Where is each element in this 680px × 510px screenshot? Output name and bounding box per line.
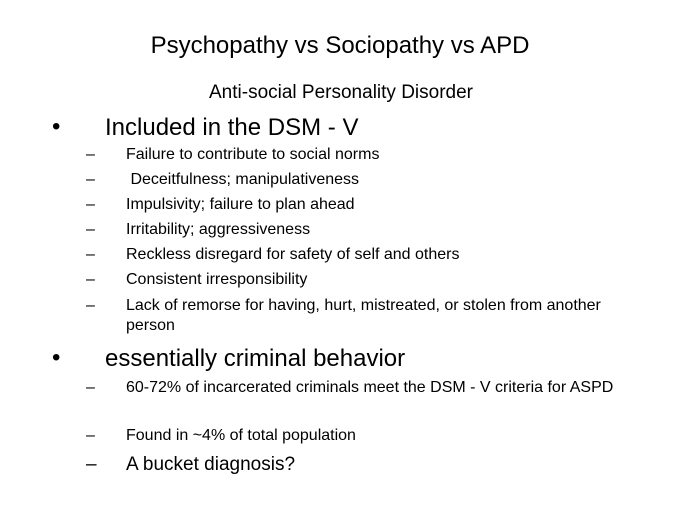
list-item-text: Consistent irresponsibility [126,271,308,288]
list-item-text: Deceitfulness; manipulativeness [126,171,360,188]
bullet-text: essentially criminal behavior [105,345,406,372]
dash-marker: – [86,171,95,188]
dash-marker: – [86,379,95,396]
bullet-marker: • [52,113,61,140]
slide-subtitle: Anti-social Personality Disorder [209,82,473,103]
dash-marker: – [86,246,95,263]
slide-title: Psychopathy vs Sociopathy vs APD [150,32,530,59]
list-item-text: Failure to contribute to social norms [126,146,380,163]
list-item-text: Lack of remorse for having, hurt, mistreated, or stolen from another person [126,297,601,334]
list-item-text: A bucket diagnosis? [126,454,296,475]
dash-marker: – [86,297,95,314]
bullet-text: Included in the DSM - V [105,114,359,141]
list-item-text: Reckless disregard for safety of self and others [126,246,460,263]
bullet-criminal [0,343,680,377]
list-item-text: 60-72% of incarcerated criminals meet the DSM - V criteria for ASPD [126,379,614,396]
dash-marker: – [86,427,95,444]
list-item-text: Found in ~4% of total population [126,427,356,444]
dash-marker: – [86,454,97,475]
list-item-text: Impulsivity; failure to plan ahead [126,196,355,213]
bullet-marker: • [52,344,61,371]
dash-marker: – [86,271,95,288]
bullet-dsm [0,112,680,146]
list-item-text: Irritability; aggressiveness [126,221,311,238]
dash-marker: – [86,146,95,163]
dash-marker: – [86,196,95,213]
dash-marker: – [86,221,95,238]
